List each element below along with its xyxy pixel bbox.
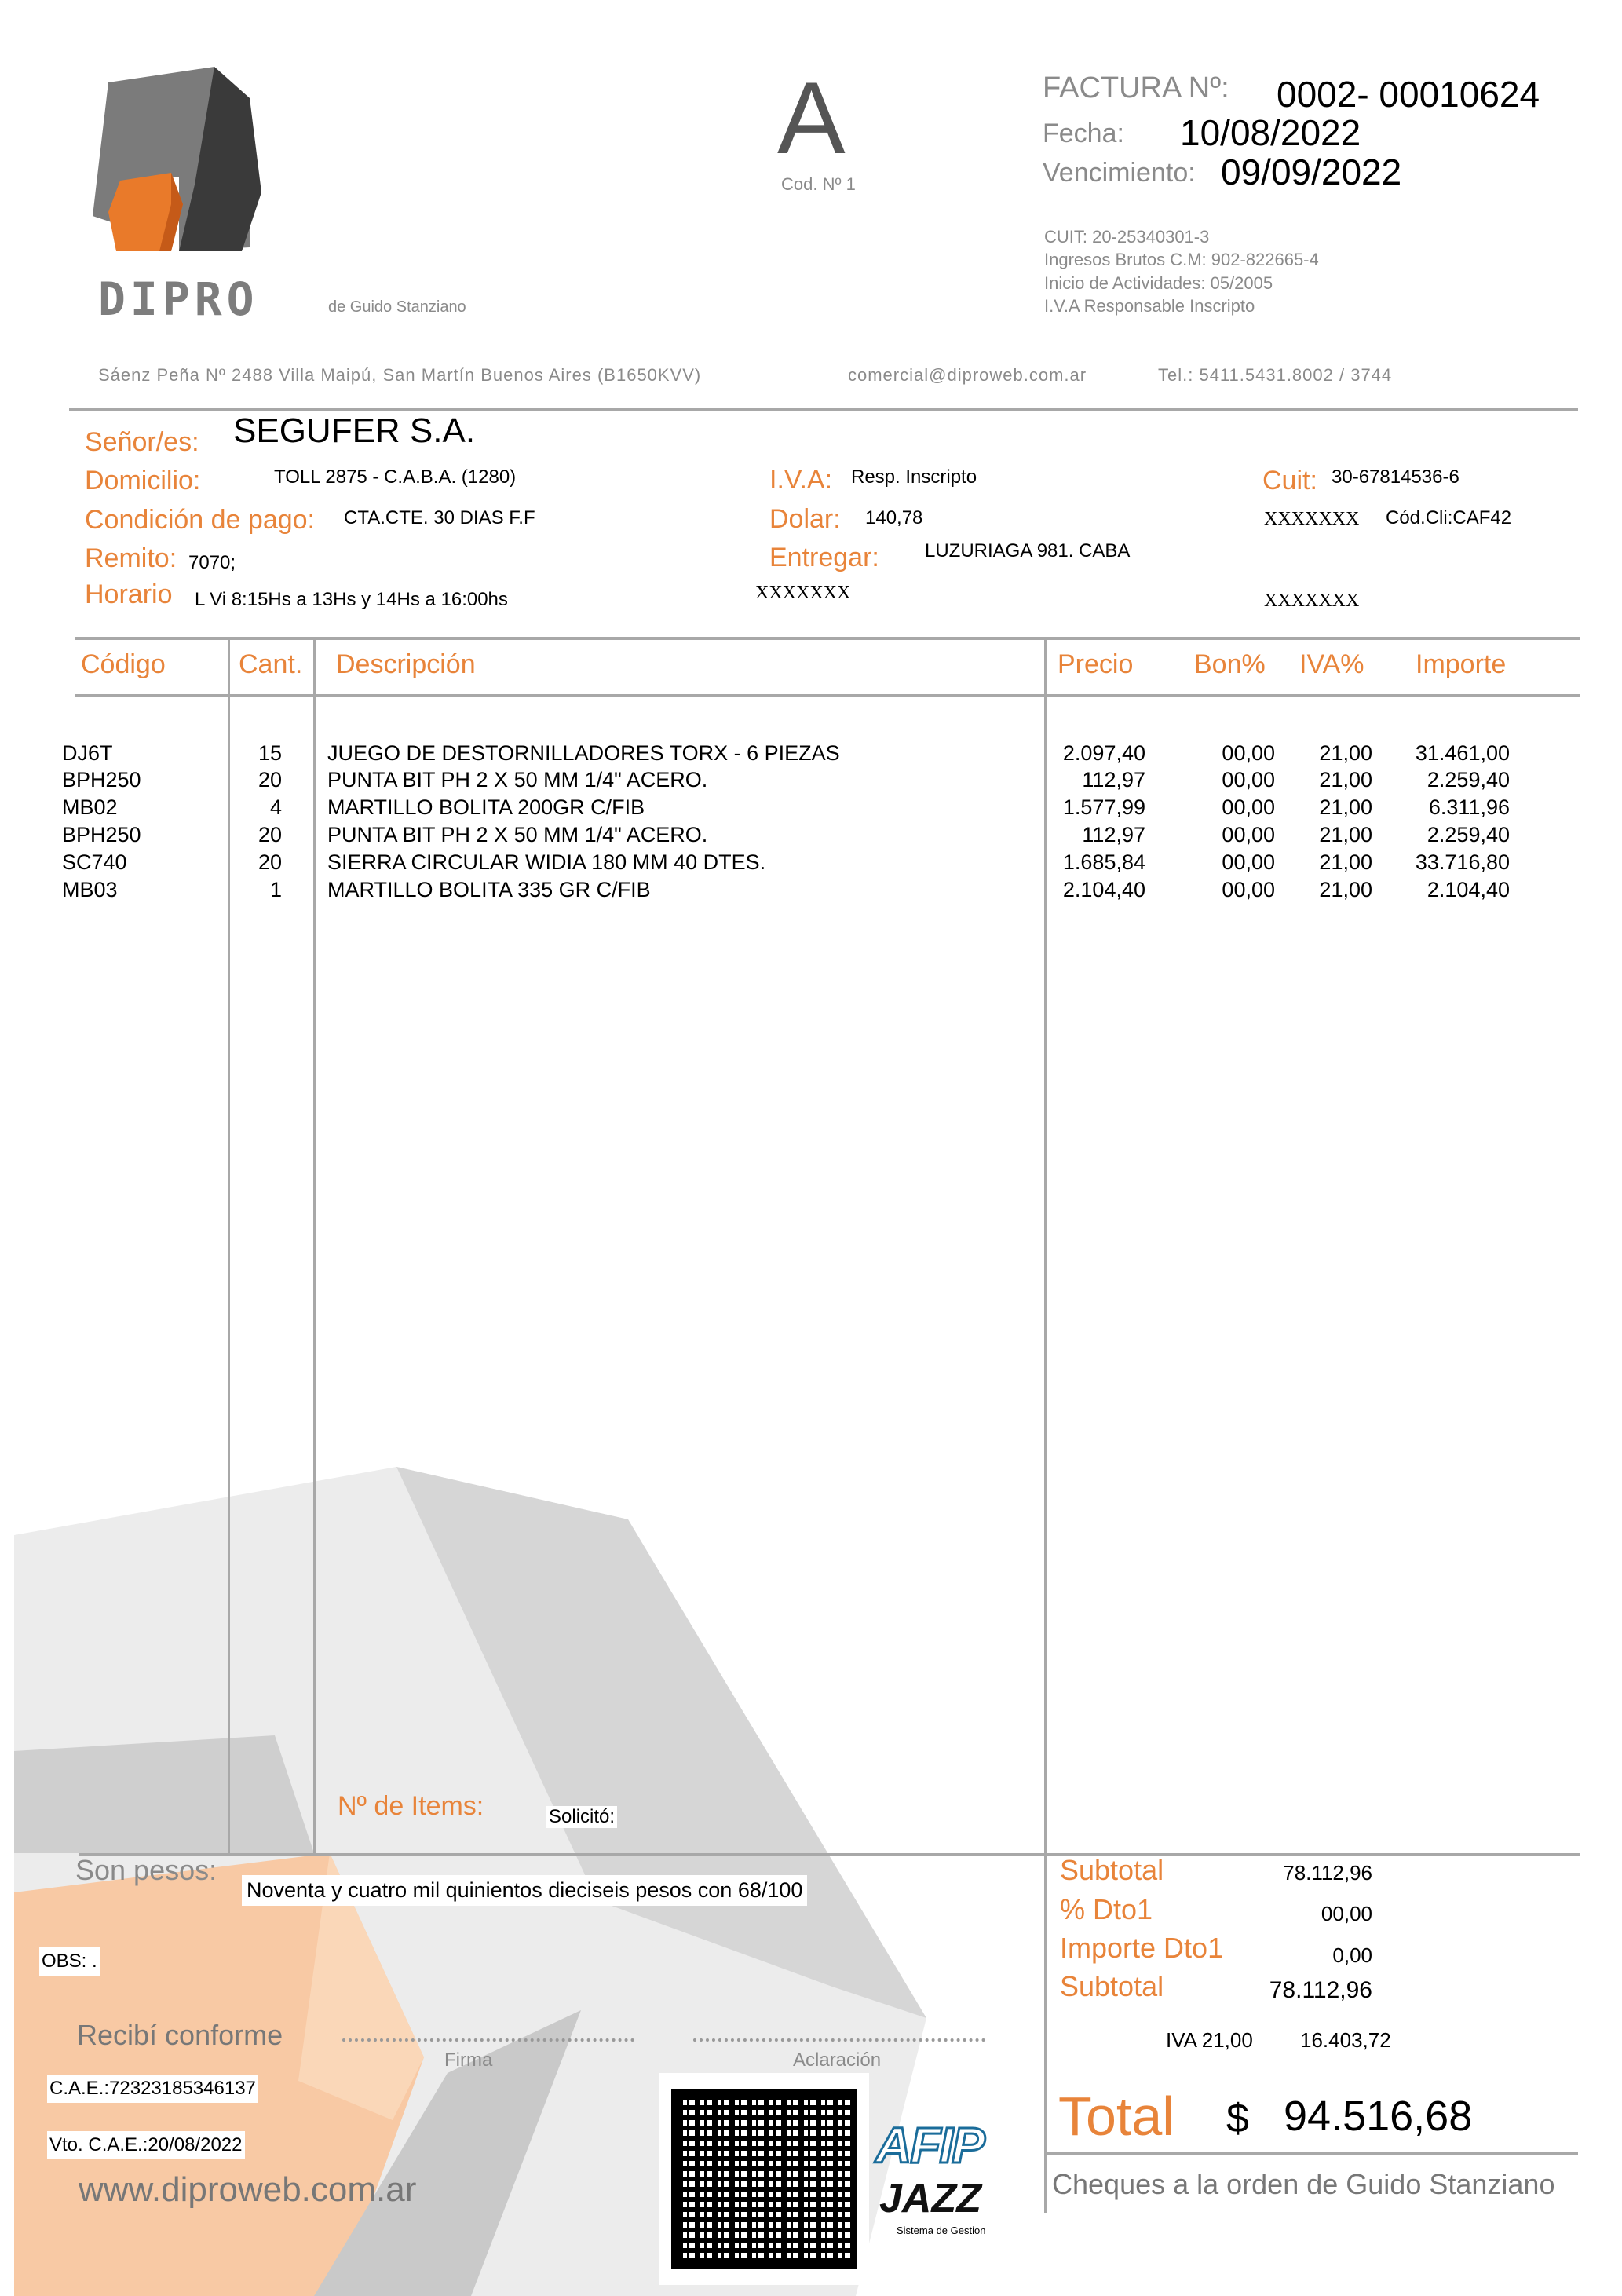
cell-bonificacion: 00,00 (1222, 741, 1275, 765)
entregar-value: LUZURIAGA 981. CABA (925, 540, 1131, 561)
cell-precio: 2.097,40 (1062, 741, 1145, 765)
cae-due: Vto. C.A.E.:20/08/2022 (47, 2131, 245, 2159)
date-label: Fecha: (1043, 119, 1124, 148)
address-label: Domicilio: (85, 466, 201, 495)
col-descripcion: Descripción (336, 649, 476, 679)
table-row (0, 878, 1622, 905)
invoice-date: 10/08/2022 (1180, 112, 1361, 153)
invoice-number: 0002- 00010624 (1277, 74, 1540, 115)
cheques-note: Cheques a la orden de Guido Stanziano (1052, 2168, 1555, 2200)
cell-descripcion: JUEGO DE DESTORNILLADORES TORX - 6 PIEZAS (327, 741, 840, 765)
cell-bonificacion: 00,00 (1222, 795, 1275, 819)
importe-dto-value: 0,00 (1332, 1943, 1372, 1967)
table-row (0, 850, 1622, 877)
client-address: TOLL 2875 - C.A.B.A. (1280) (274, 466, 517, 488)
due-label: Vencimiento: (1043, 158, 1196, 188)
cell-codigo: BPH250 (62, 823, 141, 846)
cell-precio: 112,97 (1082, 823, 1145, 846)
cell-codigo: SC740 (62, 850, 127, 874)
due-date: 09/09/2022 (1221, 152, 1402, 192)
cell-cantidad: 1 (269, 878, 282, 901)
iva-label: I.V.A: (769, 465, 833, 495)
items-label: Nº de Items: (338, 1791, 484, 1821)
cell-codigo: BPH250 (62, 768, 141, 792)
brand-owner: de Guido Stanziano (328, 298, 466, 316)
dipro-logo-icon (85, 67, 320, 263)
cell-bonificacion: 00,00 (1222, 768, 1275, 792)
cell-cantidad: 4 (269, 795, 282, 819)
cell-codigo: MB02 (62, 795, 118, 819)
cell-iva: 21,00 (1319, 768, 1372, 792)
brand-name: DIPRO (98, 272, 259, 326)
company-phone: Tel.: 5411.5431.8002 / 3744 (1158, 365, 1393, 385)
cae-number: C.A.E.:72323185346137 (47, 2075, 258, 2103)
placeholder-x2: XXXXXXX (1264, 509, 1360, 529)
cell-cantidad: 20 (258, 823, 282, 846)
cell-iva: 21,00 (1319, 741, 1372, 765)
payment-condition: CTA.CTE. 30 DIAS F.F (344, 507, 535, 528)
cell-iva: 21,00 (1319, 795, 1372, 819)
cell-importe: 6.311,96 (1428, 795, 1510, 819)
payment-label: Condición de pago: (85, 505, 316, 535)
subtotal-value: 78.112,96 (1283, 1861, 1372, 1885)
remito-value: 7070; (188, 552, 236, 573)
company-inicio: Inicio de Actividades: 05/2005 (1044, 273, 1273, 293)
total-label: Total (1058, 2086, 1174, 2147)
cell-cantidad: 20 (258, 850, 282, 874)
entregar-label: Entregar: (769, 543, 879, 572)
cell-descripcion: MARTILLO BOLITA 335 GR C/FIB (327, 878, 651, 901)
client-name: SEGUFER S.A. (233, 411, 476, 450)
cell-precio: 1.685,84 (1062, 850, 1145, 874)
company-iibb: Ingresos Brutos C.M: 902-822665-4 (1044, 250, 1319, 269)
cell-importe: 2.259,40 (1427, 823, 1510, 846)
total-value: 94.516,68 (1284, 2093, 1473, 2140)
cell-iva: 21,00 (1319, 850, 1372, 874)
company-iva: I.V.A Responsable Inscripto (1044, 296, 1255, 316)
afip-logo: AFIP (875, 2117, 984, 2174)
company-cuit: CUIT: 20-25340301-3 (1044, 227, 1210, 247)
iva-amount: 16.403,72 (1300, 2028, 1391, 2052)
remito-label: Remito: (85, 543, 177, 573)
cuit-label: Cuit: (1262, 466, 1317, 495)
cell-descripcion: PUNTA BIT PH 2 X 50 MM 1/4" ACERO. (327, 768, 708, 792)
solicito-label: Solicitó: (546, 1806, 617, 1828)
col-precio: Precio (1058, 649, 1134, 679)
recibi-conforme: Recibí conforme (77, 2019, 283, 2051)
son-pesos-label: Son pesos: (75, 1854, 217, 1886)
aclaracion-label: Aclaración (793, 2049, 882, 2071)
website: www.diproweb.com.ar (79, 2170, 417, 2209)
cell-iva: 21,00 (1319, 823, 1372, 846)
cell-iva: 21,00 (1319, 878, 1372, 901)
cell-cantidad: 15 (258, 741, 282, 765)
col-codigo: Código (81, 649, 166, 679)
cell-codigo: DJ6T (62, 741, 113, 765)
table-row (0, 768, 1622, 795)
table-row (0, 741, 1622, 768)
dto-value: 00,00 (1321, 1902, 1372, 1925)
obs-value: OBS: . (39, 1947, 100, 1976)
invoice-code: Cod. Nº 1 (781, 174, 856, 194)
cell-descripcion: SIERRA CIRCULAR WIDIA 180 MM 40 DTES. (327, 850, 766, 874)
cell-importe: 33.716,80 (1415, 850, 1510, 874)
company-email: comercial@diproweb.com.ar (848, 365, 1087, 385)
cell-importe: 31.461,00 (1415, 741, 1510, 765)
jazz-logo: JAZZ (879, 2176, 981, 2221)
cell-bonificacion: 00,00 (1222, 850, 1275, 874)
invoice-letter: A (777, 60, 846, 175)
subtotal-label: Subtotal (1060, 1854, 1164, 1886)
table-row (0, 795, 1622, 822)
firma-label: Firma (444, 2049, 493, 2071)
placeholder-x3: XXXXXXX (1264, 590, 1360, 611)
cell-cantidad: 20 (258, 768, 282, 792)
cell-bonificacion: 00,00 (1222, 878, 1275, 901)
dto-label: % Dto1 (1060, 1893, 1153, 1925)
cell-descripcion: PUNTA BIT PH 2 X 50 MM 1/4" ACERO. (327, 823, 708, 846)
company-address: Sáenz Peña Nº 2488 Villa Maipú, San Martín Buenos Aires (B1650KVV) (98, 365, 702, 385)
cell-importe: 2.104,40 (1427, 878, 1510, 901)
col-iva: IVA% (1299, 649, 1364, 679)
currency-symbol: $ (1226, 2096, 1249, 2141)
col-importe: Importe (1416, 649, 1507, 679)
iva-line-label: IVA 21,00 (1166, 2028, 1253, 2052)
col-cant: Cant. (239, 649, 303, 679)
subtotal2-label: Subtotal (1060, 1970, 1164, 2002)
col-bon: Bon% (1194, 649, 1266, 679)
iva-value: Resp. Inscripto (851, 466, 977, 488)
horario-label: Horario (85, 579, 173, 609)
dolar-value: 140,78 (865, 507, 923, 528)
placeholder-x1: XXXXXXX (755, 583, 851, 603)
table-row (0, 823, 1622, 850)
subtotal2-value: 78.112,96 (1269, 1977, 1372, 2003)
client-name-label: Señor/es: (85, 427, 199, 457)
invoice-number-label: FACTURA Nº: (1043, 71, 1229, 104)
son-pesos-value: Noventa y cuatro mil quinientos dieciseis pesos con 68/100 (242, 1875, 807, 1906)
horario-value: L Vi 8:15Hs a 13Hs y 14Hs a 16:00hs (195, 589, 508, 610)
client-cuit: 30-67814536-6 (1332, 466, 1459, 488)
cell-bonificacion: 00,00 (1222, 823, 1275, 846)
importe-dto-label: Importe Dto1 (1060, 1932, 1224, 1964)
cell-precio: 1.577,99 (1062, 795, 1145, 819)
client-code: Cód.Cli:CAF42 (1386, 507, 1512, 528)
cell-precio: 112,97 (1082, 768, 1145, 792)
jazz-subtitle: Sistema de Gestion (897, 2225, 986, 2236)
dolar-label: Dolar: (769, 504, 841, 534)
cell-precio: 2.104,40 (1062, 878, 1145, 901)
cell-codigo: MB03 (62, 878, 118, 901)
cell-descripcion: MARTILLO BOLITA 200GR C/FIB (327, 795, 645, 819)
cell-importe: 2.259,40 (1427, 768, 1510, 792)
qr-code (659, 2073, 869, 2285)
